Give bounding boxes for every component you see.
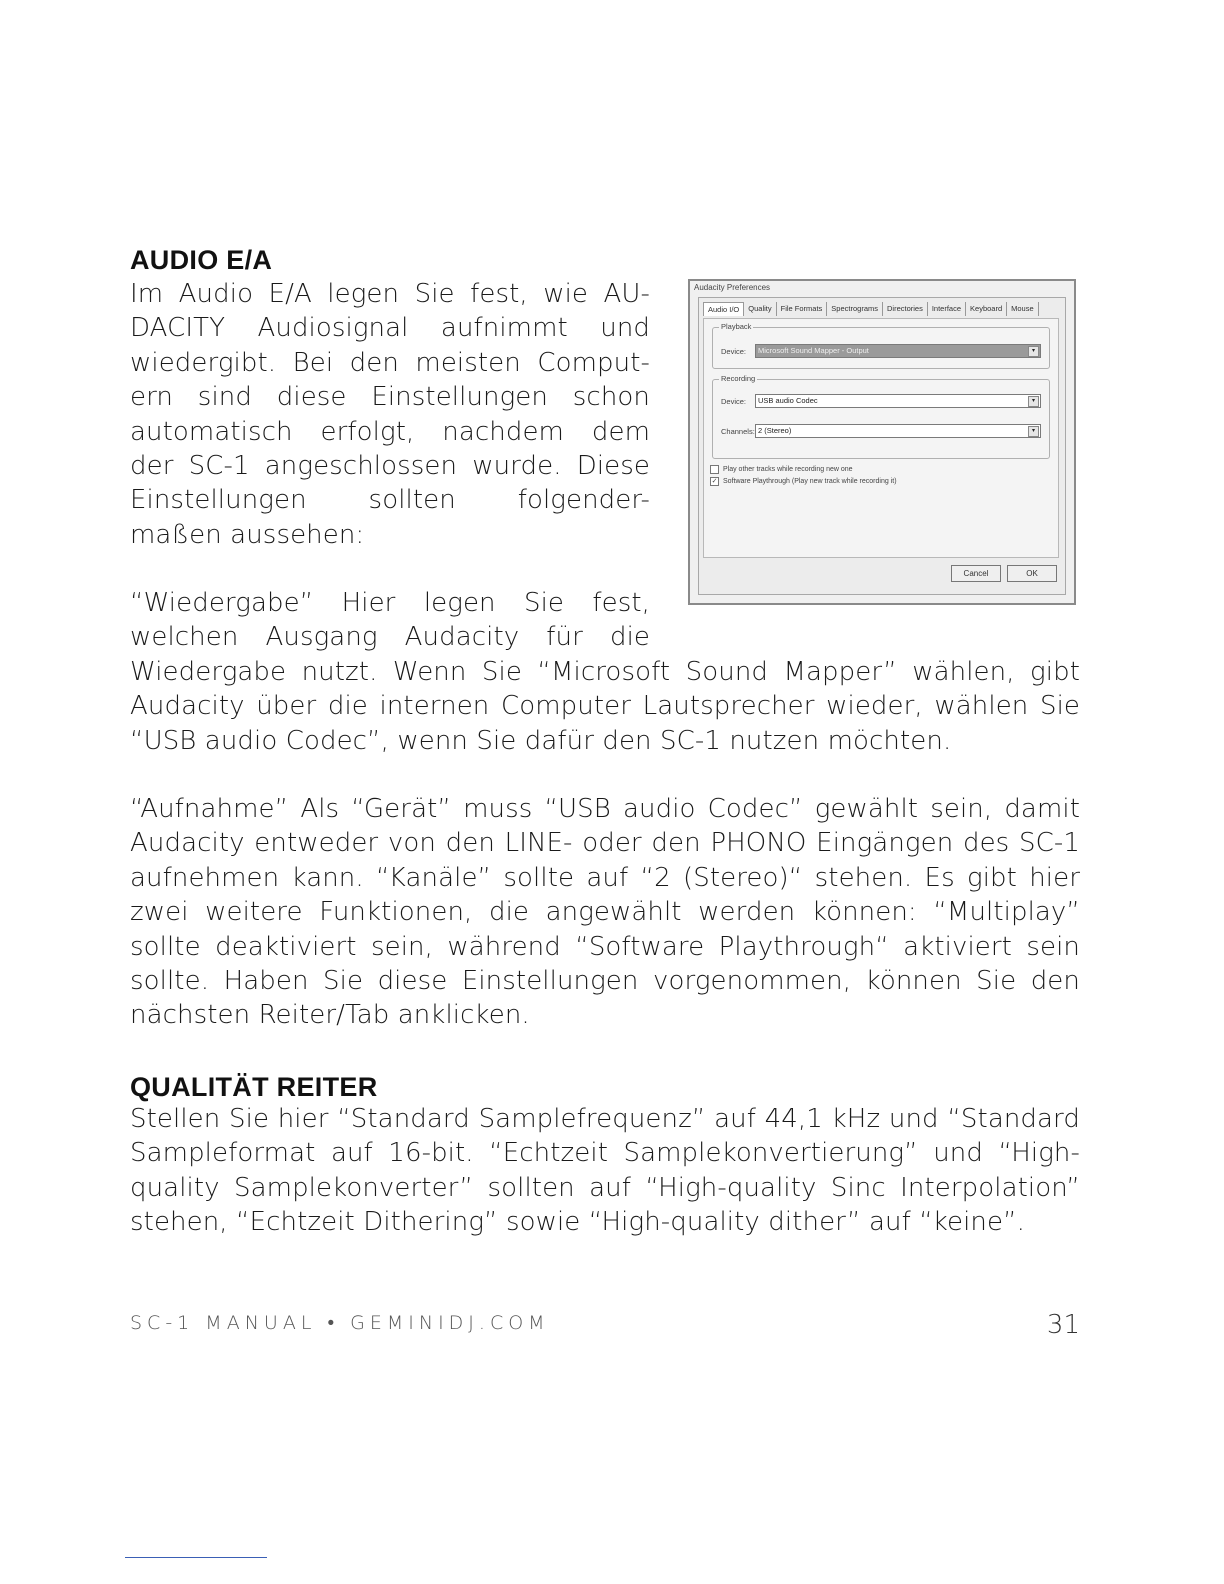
quality-paragraph: Stellen Sie hier “Standard Samplefrequenz” auf 44,1 kHz und “Standard Sampleformat auf 16-bit. “Echtzeit Samplekonvertierung” und “High-quality Samplekonverter” sollten auf “High-quality Sinc Interpolation” stehen, “Echtzeit Dithering” sowie “High-quality dither” auf “keine”.: [130, 1104, 1080, 1238]
page-number: 31: [1046, 1310, 1080, 1340]
tab-quality[interactable]: Quality: [744, 302, 776, 316]
intro-line: Einstellungen sollten folgender-: [130, 485, 650, 516]
playback-device-label: Device:: [721, 346, 747, 356]
dialog-title: Audacity Preferences: [694, 283, 771, 292]
checkmark-icon[interactable]: ✓: [711, 478, 718, 485]
recording-device-select[interactable]: [755, 394, 1041, 408]
footer-manual-title: SC-1 MANUAL • GEMINIDJ.COM: [130, 1312, 550, 1334]
intro-line: der SC-1 angeschlossen wurde. Diese: [130, 451, 650, 482]
tab-file-formats[interactable]: File Formats: [777, 302, 828, 316]
software-playthrough-label: Software Playthrough (Play new track while recording it): [723, 478, 897, 485]
wiedergabe-paragraph-start: [130, 586, 650, 655]
dialog-tabs: [703, 302, 1039, 316]
aufnahme-paragraph: “Aufnahme” Als “Gerät” muss “USB audio Codec” gewählt sein, damit Audacity entweder von den LINE- oder den PHONO Eingängen des SC-1 aufnehmen kann. “Kanäle” sollte auf “2 (Stereo)“ stehen. Es gibt hier zwei weitere Funktionen, die angewählt werden können: “Multiplay” sollte deaktiviert sein, während “Software Playthrough“ aktiviert sein sollte. Haben Sie diese Einstellungen vorgenommen, können Sie den nächsten Reiter/Tab anklicken.: [130, 794, 1080, 1031]
recording-group-label: Recording: [721, 374, 756, 383]
wiedergabe-line: “Wiedergabe” Hier legen Sie fest,: [130, 588, 650, 618]
audio-io-panel: [703, 318, 1059, 558]
tab-spectrograms[interactable]: Spectrograms: [827, 302, 883, 316]
channels-row: [721, 424, 1041, 438]
intro-line: maßen aussehen:: [130, 519, 365, 550]
audacity-preferences-screenshot: [688, 279, 1076, 605]
ok-button[interactable]: OK: [1007, 565, 1057, 582]
channels-value: 2 (Stereo): [758, 426, 792, 435]
tab-mouse[interactable]: Mouse: [1007, 302, 1039, 316]
chevron-down-icon[interactable]: ▾: [1028, 346, 1039, 357]
software-playthrough-checkbox[interactable]: [710, 477, 897, 486]
channels-label: Channels:: [721, 426, 755, 436]
recording-group: [712, 374, 1050, 459]
playback-device-value: Microsoft Sound Mapper - Output: [758, 346, 869, 355]
intro-paragraph: [130, 277, 650, 552]
footnote-rule: [125, 1557, 267, 1558]
playback-device-select[interactable]: [755, 344, 1041, 358]
play-other-tracks-checkbox[interactable]: [710, 465, 853, 474]
dialog-body: [698, 297, 1066, 595]
channels-select[interactable]: [755, 424, 1041, 438]
section-heading-quality: QUALITÄT REITER: [130, 1072, 378, 1102]
playback-group-label: Playback: [721, 322, 752, 331]
playback-device-row: [721, 344, 1041, 358]
page-footer: [130, 1312, 1080, 1342]
playback-group: [712, 322, 1050, 369]
chevron-down-icon[interactable]: ▾: [1028, 396, 1039, 407]
tab-keyboard[interactable]: Keyboard: [966, 302, 1007, 316]
wiedergabe-line: welchen Ausgang Audacity für die: [130, 622, 650, 653]
intro-line: wiedergibt. Bei den meisten Comput-: [130, 347, 650, 378]
checkbox-box[interactable]: [710, 465, 719, 474]
intro-line: automatisch erfolgt, nachdem dem: [130, 416, 650, 447]
cancel-button[interactable]: Cancel: [951, 565, 1001, 582]
play-other-tracks-label: Play other tracks while recording new one: [723, 466, 853, 473]
recording-device-value: USB audio Codec: [758, 396, 818, 405]
intro-line: ern sind diese Einstellungen schon: [130, 382, 650, 413]
wiedergabe-paragraph-rest: Wiedergabe nutzt. Wenn Sie “Microsoft Sound Mapper” wählen, gibt Audacity über die internen Computer Lautsprecher wieder, wählen Sie “USB audio Codec”, wenn Sie dafür den SC-1 nutzen möchten.: [130, 657, 1080, 756]
intro-line: Im Audio E/A legen Sie fest, wie AU-: [130, 279, 650, 309]
tab-audio-io[interactable]: Audio I/O: [703, 302, 744, 316]
section-heading-audio: AUDIO E/A: [130, 245, 273, 275]
chevron-down-icon[interactable]: ▾: [1028, 426, 1039, 437]
tab-directories[interactable]: Directories: [883, 302, 928, 316]
tab-interface[interactable]: Interface: [928, 302, 966, 316]
intro-line: DACITY Audiosignal aufnimmt und: [130, 313, 650, 344]
recording-device-row: [721, 394, 1041, 408]
recording-device-label: Device:: [721, 396, 747, 406]
